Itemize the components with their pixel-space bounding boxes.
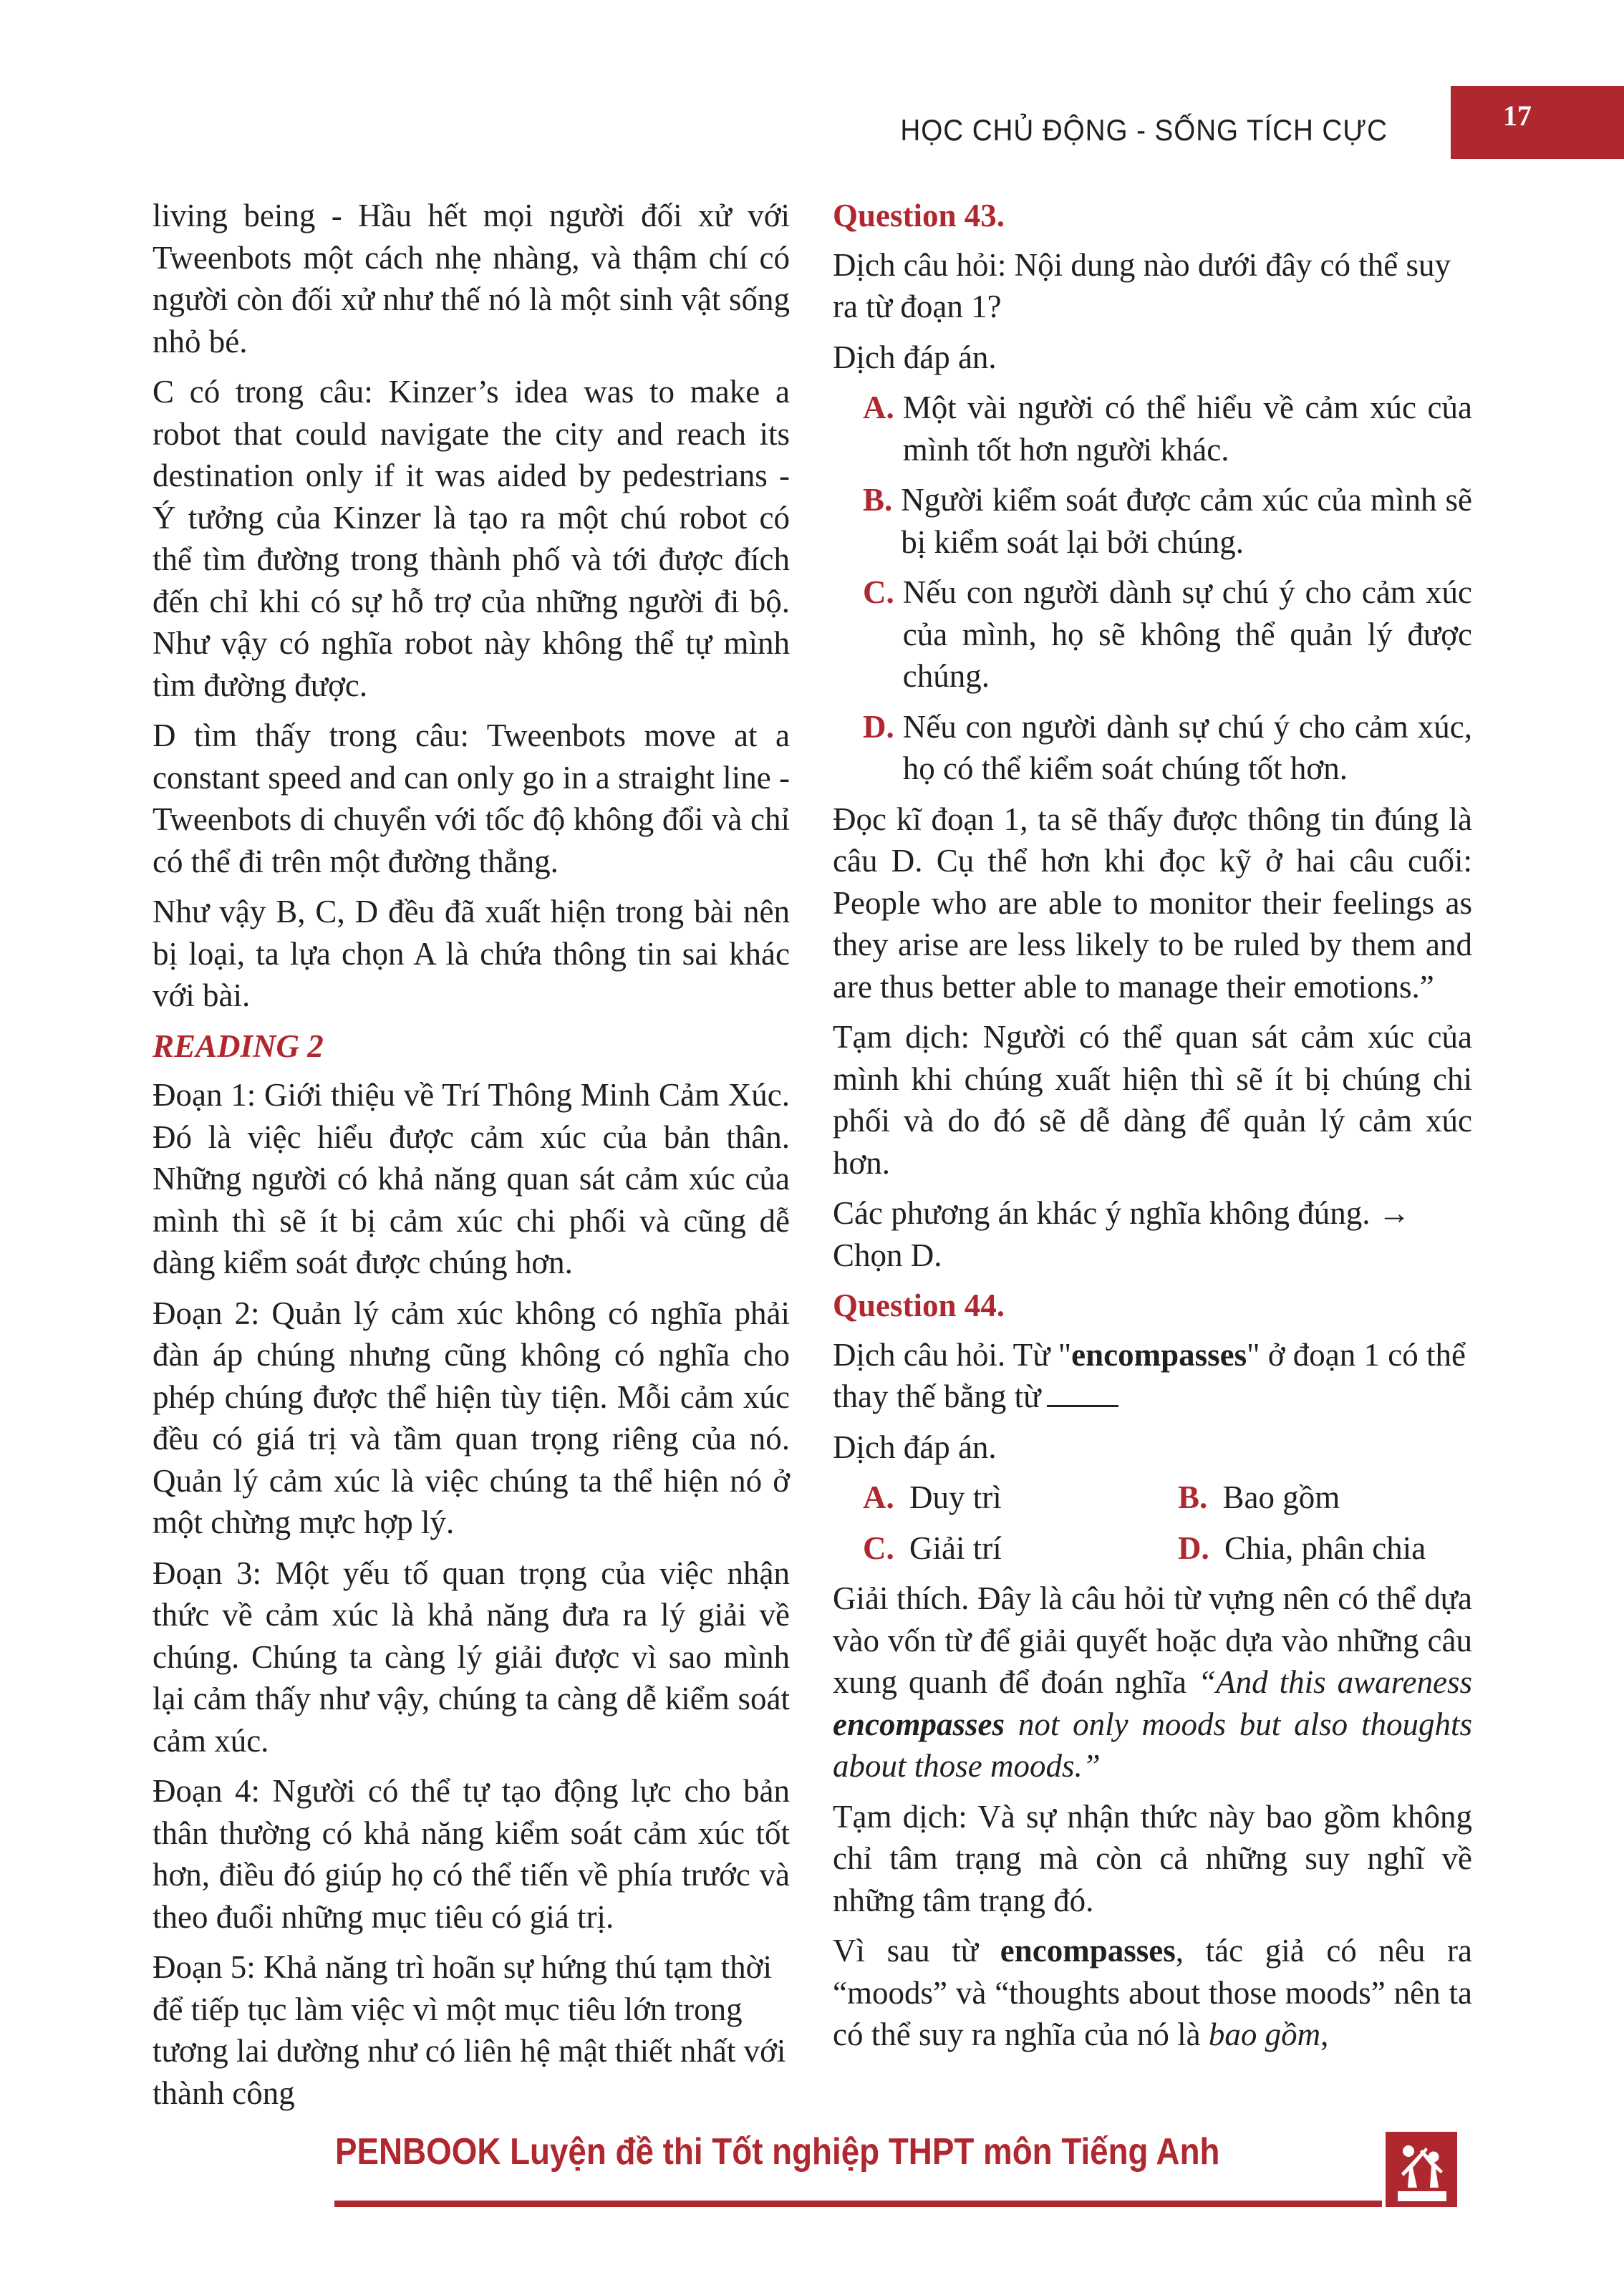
question-43-heading: Question 43.: [833, 198, 1005, 233]
question-44-option-c: [863, 1527, 1178, 1570]
option-letter: B.: [1178, 1479, 1208, 1515]
question-43-answers-label: Dịch đáp án.: [833, 339, 997, 375]
question-44-text-pre: Dịch câu hỏi. Từ ": [833, 1336, 1072, 1373]
reason-mid: , tác giả có nêu ra “moods” và “thoughts about those moods” nên ta có thể suy ra nghĩa của nó là: [833, 1933, 1472, 2052]
option-letter: C.: [863, 574, 894, 610]
question-43-option-b: [833, 479, 1472, 563]
reading-2-heading: READING 2: [153, 1028, 324, 1064]
option-letter: C.: [863, 1530, 894, 1566]
option-letter: B.: [863, 482, 893, 518]
question-44-reason: [833, 1930, 1472, 2056]
question-44-option-a: [863, 1477, 1178, 1519]
left-column: [153, 195, 790, 2122]
quote-keyword: encompasses: [833, 1706, 1005, 1742]
question-43-option-c: [833, 571, 1472, 697]
logo-svg: [1386, 2132, 1457, 2207]
paragraph-doan-4: Đoạn 4: Người có thể tự tạo động lực cho bản thân thường có khả năng kiểm soát cảm xúc tốt hơn, điều đó giúp họ có thể tiến về phía trước và theo đuổi những mục tiêu có giá trị.: [153, 1773, 790, 1935]
page-number-box: [1451, 86, 1624, 159]
reason-keyword: encompasses: [1000, 1933, 1176, 1969]
explanation-text: Giải thích. Đây là câu hỏi từ vựng nên có thể dựa vào vốn từ để giải quyết hoặc dựa vào những câu xung quanh để đoán nghĩa: [833, 1580, 1472, 1700]
option-text: Duy trì: [909, 1479, 1002, 1515]
option-text: Chia, phân chia: [1224, 1530, 1426, 1566]
option-letter: A.: [863, 390, 894, 425]
paragraph-doan-2: Đoạn 2: Quản lý cảm xúc không có nghĩa phải đàn áp chúng nhưng cũng không có nghĩa cho phép chúng được thể hiện tùy tiện. Mỗi cảm xúc đều có giá trị và tầm quan trọng riêng của nó. Quản lý cảm xúc là việc chúng ta thể hiện nó ở một chừng mực hợp lý.: [153, 1295, 790, 1540]
option-text: Một vài người có thể hiểu về cảm xúc của mình tốt hơn người khác.: [902, 390, 1472, 468]
reason-italic: bao gồm: [1208, 2016, 1321, 2052]
reason-end: ,: [1320, 2016, 1329, 2052]
option-text: Nếu con người dành sự chú ý cho cảm xúc, họ có thể kiểm soát chúng tốt hơn.: [902, 708, 1472, 786]
question-44-option-d: [1178, 1527, 1472, 1570]
question-43-conclusion: Các phương án khác ý nghĩa không đúng. → Chọn D.: [833, 1195, 1411, 1273]
question-44-heading: Question 44.: [833, 1288, 1005, 1323]
question-43-option-a: [833, 387, 1472, 470]
quote-pre: “And this awareness: [1198, 1664, 1472, 1700]
right-column: [833, 195, 1472, 2064]
paragraph-doan-1: Đoạn 1: Giới thiệu về Trí Thông Minh Cảm Xúc. Đó là việc hiểu được cảm xúc của bản thân. Những người có khả năng quan sát cảm xúc của mình thì sẽ ít bị cảm xúc chi phối và cũng dễ dàng kiểm soát được chúng hơn.: [153, 1077, 790, 1280]
question-43-translation: Tạm dịch: Người có thể quan sát cảm xúc của mình khi chúng xuất hiện thì sẽ ít bị chúng chi phối và do đó sẽ dễ dàng để quản lý cảm xúc hơn.: [833, 1019, 1472, 1181]
footer-divider: [334, 2201, 1382, 2207]
question-44-options: [833, 1477, 1472, 1569]
question-43-option-d: [833, 706, 1472, 790]
paragraph-option-d: D tìm thấy trong câu: Tweenbots move at a constant speed and can only go in a straight line - Tweenbots di chuyển với tốc độ không đổi và chỉ có thể đi trên một đường thẳng.: [153, 718, 790, 879]
page-number: 17: [1503, 100, 1532, 132]
option-text: Người kiểm soát được cảm xúc của mình sẽ bị kiểm soát lại bởi chúng.: [901, 482, 1472, 560]
running-header-title: HỌC CHỦ ĐỘNG - SỐNG TÍCH CỰC: [900, 113, 1388, 147]
question-44-text-post: " ở đoạn 1 có thể thay thế bằng từ: [833, 1336, 1466, 1414]
footer-book-title: PENBOOK Luyện đề thi Tốt nghiệp THPT môn Tiếng Anh: [335, 2131, 1220, 2173]
option-text: Giải trí: [909, 1530, 1002, 1566]
question-44-keyword: encompasses: [1071, 1336, 1247, 1373]
paragraph-option-c: C có trong câu: Kinzer’s idea was to make a robot that could navigate the city and reach its destination only if it was aided by pedestrians - Ý tưởng của Kinzer là tạo ra một chú robot có thể tìm đường trong thành phố và tới được đích đến chỉ khi có sự hỗ trợ của những người đi bộ. Như vậy có nghĩa robot này không thể tự mình tìm đường được.: [153, 374, 790, 703]
question-44-answers-label: Dịch đáp án.: [833, 1429, 997, 1465]
question-43-explanation: Đọc kĩ đoạn 1, ta sẽ thấy được thông tin đúng là câu D. Cụ thể hơn khi đọc kỹ ở hai câu cuối: People who are able to monitor their feelings as they arise are less likely to be ruled by them and are thus better able to manage their emotions.”: [833, 801, 1472, 1005]
option-text: Bao gồm: [1222, 1479, 1340, 1515]
option-letter: A.: [863, 1479, 894, 1515]
question-44-text: [833, 1334, 1472, 1418]
question-44-explanation: [833, 1578, 1472, 1787]
option-letter: D.: [1178, 1530, 1209, 1566]
paragraph-doan-5: Đoạn 5: Khả năng trì hoãn sự hứng thú tạm thời để tiếp tục làm việc vì một mục tiêu lớn trong tương lai dường như có liên hệ mật thiết nhất với thành công: [153, 1949, 786, 2111]
two-figures-logo-icon: [1386, 2132, 1457, 2207]
option-letter: D.: [863, 708, 894, 745]
paragraph-conclusion-a: Như vậy B, C, D đều đã xuất hiện trong bài nên bị loại, ta lựa chọn A là chứa thông tin sai khác với bài.: [153, 894, 790, 1013]
paragraph-doan-3: Đoạn 3: Một yếu tố quan trọng của việc nhận thức về cảm xúc là khả năng đưa ra lý giải về chúng. Chúng ta càng lý giải được vì sao mình lại cảm thấy như vậy, chúng ta càng dễ kiểm soát cảm xúc.: [153, 1555, 790, 1759]
question-43-text: Dịch câu hỏi: Nội dung nào dưới đây có thể suy ra từ đoạn 1?: [833, 246, 1451, 324]
paragraph-living-being: living being - Hầu hết mọi người đối xử với Tweenbots một cách nhẹ nhàng, và thậm chí có người còn đối xử như thế nó là một sinh vật sống nhỏ bé.: [153, 198, 790, 359]
option-text: Nếu con người dành sự chú ý cho cảm xúc của mình, họ sẽ không thể quản lý được chúng.: [902, 574, 1472, 694]
question-44-translation: Tạm dịch: Và sự nhận thức này bao gồm không chỉ tâm trạng mà còn cả những suy nghĩ về những tâm trạng đó.: [833, 1798, 1472, 1918]
question-44-option-b: [1178, 1477, 1472, 1519]
fill-in-blank: [1047, 1379, 1118, 1407]
quote-post: not only moods but also thoughts about those moods.”: [833, 1706, 1472, 1784]
reason-pre: Vì sau từ: [833, 1933, 1000, 1969]
